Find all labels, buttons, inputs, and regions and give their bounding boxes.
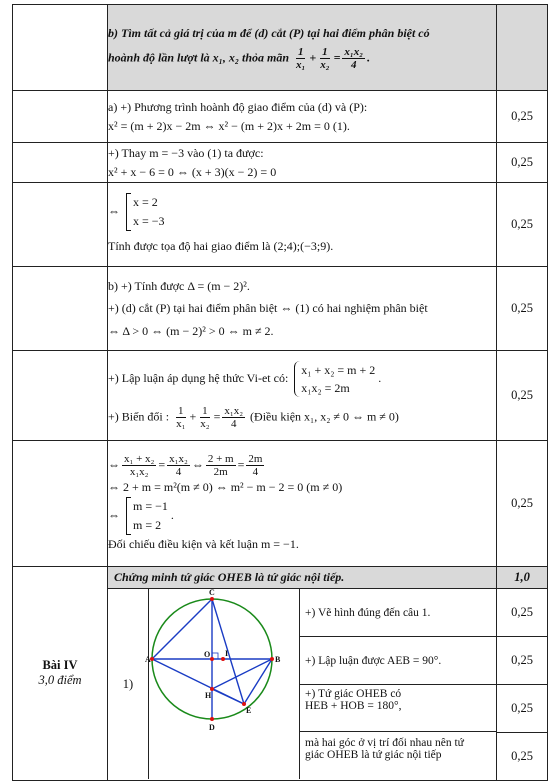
label-e: E <box>246 706 252 716</box>
row-math: ⇔ 2 + m = m²(m ≠ 0) ⇔ m² − m − 2 = 0 (m ≠ 0) <box>108 480 343 495</box>
part-b-line2: hoành độ lần lượt là x₁, x₂ thỏa mãn $\frac{1}{\text{x₁}}$ + $\frac{1}{\text{x₂}}$ = $\frac{\text{x₁x₂}}{4}$ . <box>108 46 371 72</box>
row-thay-m <box>108 143 497 183</box>
frac-num: 2 + m <box>207 453 234 466</box>
row-delta <box>108 267 497 351</box>
row-bien-doi <box>108 441 497 567</box>
condition-text: (Điều kiện x₁, x₂ ≠ 0 ⇔ m ≠ 0) <box>250 409 399 424</box>
sys-item: x = −3 <box>133 214 165 229</box>
row-math: ⇔ Δ > 0 ⇔ (m − 2)² > 0 ⇔ m ≠ 2. <box>108 323 274 338</box>
row-text: +) Biến đổi : <box>108 409 170 424</box>
frac-den: 4 <box>351 59 357 72</box>
label-i: I <box>225 649 229 659</box>
conclusion-text: Đối chiếu điều kiện và kết luận m = −1. <box>108 537 299 552</box>
row-math: x² + x − 6 = 0 ⇔ (x + 3)(x − 2) = 0 <box>108 164 277 179</box>
sys-item: m = −1 <box>133 498 168 513</box>
point-d <box>210 717 214 721</box>
step-1: +) Vẽ hình đúng đến câu 1. <box>300 589 496 637</box>
part-iv-header: Chứng minh tứ giác OHEB là tứ giác nội tiếp. <box>108 567 497 589</box>
part-iv-inner <box>108 589 496 779</box>
step-2: +) Lập luận được AEB = 90°. <box>300 637 496 685</box>
line-he <box>212 689 244 704</box>
step-score: 0,25 <box>497 589 547 637</box>
frac-num: 1 <box>297 46 304 59</box>
blank-cell <box>13 441 108 567</box>
label-c: C <box>209 588 215 598</box>
part-b-line2-text: hoành độ lần lượt là x₁, x₂ thỏa mãn <box>108 50 290 65</box>
row-text: +) Lập luận áp dụng hệ thức Vi-et có: <box>108 370 289 385</box>
steps-cell <box>300 589 497 779</box>
figure-cell <box>145 588 300 779</box>
blank-cell <box>13 143 108 183</box>
row-math: x² = (m + 2)x − 2m ⇔ x² − (m + 2)x + 2m = 0 (1). <box>108 118 350 133</box>
label-h: H <box>205 691 212 701</box>
row-text: Tính được tọa độ hai giao điểm là (2;4);(−3;9). <box>108 239 334 254</box>
score-cell: 0,25 <box>497 143 548 183</box>
answer-table <box>12 4 548 781</box>
point-c <box>210 597 214 601</box>
score-cell: 0,25 <box>497 183 548 267</box>
steps-score-cell <box>497 588 548 780</box>
point-b <box>270 657 274 661</box>
frac-den: 4 <box>175 466 182 479</box>
step-score: 0,25 <box>497 637 547 685</box>
blank-cell <box>13 5 108 91</box>
or-bracket <box>126 193 165 231</box>
system-line: ⇔ m = −1 m = 2 . <box>108 497 496 535</box>
score-cell: 0,25 <box>497 351 548 441</box>
vieta-line: +) Lập luận áp dụng hệ thức Vi-et có: x₁ + x₂ = m + 2 x₁x₂ = 2m . <box>108 362 382 395</box>
sys-item: m = 2 <box>133 518 162 533</box>
row-vieta <box>108 351 497 441</box>
score-cell: 0,25 <box>497 441 548 567</box>
sys-item: x = 2 <box>133 195 158 210</box>
row-text: b) +) Tính được Δ = (m − 2)². <box>108 278 250 293</box>
or-bracket <box>126 497 168 535</box>
row-nghiem <box>108 183 497 267</box>
row-text: +) (d) cắt (P) tại hai điểm phân biệt ⇔ (1) có hai nghiệm phân biệt <box>108 301 428 316</box>
sub-label: 1) <box>108 589 149 779</box>
frac-den: x₁ <box>296 59 306 72</box>
bai-iv-label <box>13 567 108 781</box>
frac-num: x₁x₂ <box>344 46 364 59</box>
label-a: A <box>145 655 151 665</box>
sys-item: x₁x₂ = 2m <box>301 380 350 395</box>
label-o: O <box>204 650 211 660</box>
line-ac <box>152 599 212 659</box>
score-cell: 0,25 <box>497 91 548 143</box>
part-iv-body <box>108 588 497 780</box>
step-3-line2: HEB + HOB = 180°, <box>305 700 402 713</box>
frac-den: x₁x₂ <box>129 466 149 479</box>
header-score: 1,0 <box>497 567 548 589</box>
vieta-system <box>294 361 375 397</box>
blank-cell <box>13 351 108 441</box>
blank-cell <box>13 91 108 143</box>
step-3 <box>300 685 496 732</box>
step-4 <box>300 732 496 779</box>
step-4-line2: giác OHEB là tứ giác nội tiếp <box>305 749 442 762</box>
frac-den: x₂ <box>320 59 330 72</box>
bai-iv-points: 3,0 điểm <box>38 673 82 688</box>
label-d: D <box>209 723 215 733</box>
step-3-line1: +) Tứ giác OHEB có <box>305 688 402 701</box>
score-cell: 0,25 <box>497 267 548 351</box>
part-b-header <box>108 5 497 91</box>
frac-num: 2m <box>248 453 263 466</box>
transform-line: +) Biến đổi : $\frac{1}{\text{x₁}}$ + $\frac{1}{\text{x₂}}$ = $\frac{\text{x₁x₂}}{4}$ (Điều kiện x₁, x₂ ≠ 0 ⇔ m ≠ 0) <box>108 404 399 430</box>
step-score: 0,25 <box>511 748 533 763</box>
label-b: B <box>275 655 281 665</box>
step-4-line1: mà hai góc ở vị trí đối nhau nên tứ <box>305 737 464 750</box>
header-score-cell <box>497 5 548 91</box>
frac-den: 4 <box>252 466 259 479</box>
system-line <box>108 193 496 231</box>
bai-iv-title: Bài IV <box>42 658 78 673</box>
eq1-line: ⇔ $\frac{\text{x₁ + x₂}}{\text{x₁x₂}}$ = $\frac{\text{x₁x₂}}{4}$ ⇔ $\frac{2 + m}{2m}$ = $\frac{2m}{4}$ <box>108 453 263 479</box>
frac-den: 2m <box>213 466 228 479</box>
sys-item: x₁ + x₂ = m + 2 <box>301 362 376 377</box>
frac-num: 1 <box>322 46 328 59</box>
frac-num: x₁x₂ <box>169 453 188 466</box>
blank-cell <box>13 267 108 351</box>
equiv-symbol: ⇔ <box>108 203 120 218</box>
point-o <box>210 657 214 661</box>
part-b-line1: b) Tìm tất cả giá trị của m để (d) cắt (P) tại hai điểm phân biệt có <box>108 25 430 40</box>
step-score: 0,25 <box>497 685 547 733</box>
row-text: +) Thay m = −3 vào (1) ta được: <box>108 145 264 160</box>
blank-cell <box>13 183 108 267</box>
row-a-phuong-trinh <box>108 91 497 143</box>
geometry-figure <box>145 588 299 779</box>
row-text: a) +) Phương trình hoành độ giao điểm của (d) và (P): <box>108 99 368 114</box>
frac-num: x₁ + x₂ <box>124 453 155 466</box>
